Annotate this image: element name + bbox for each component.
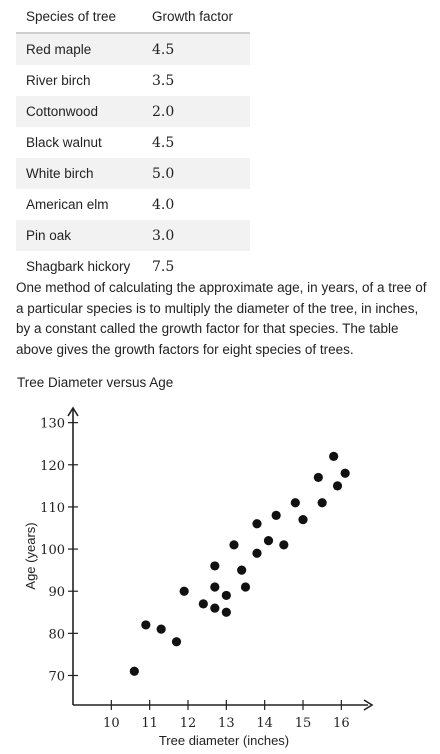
data-point [222, 608, 231, 617]
data-point [329, 452, 338, 461]
data-point [298, 515, 307, 524]
x-tick-label: 15 [294, 716, 312, 731]
data-point [272, 511, 281, 520]
growth-factor-cell: 4.0 [152, 196, 175, 213]
chart-title: Tree Diameter versus Age [17, 375, 174, 390]
y-tick-label: 90 [48, 585, 65, 601]
growth-factor-cell: 7.5 [152, 258, 175, 275]
data-point [341, 469, 350, 478]
growth-factor-cell: 3.5 [152, 72, 175, 89]
growth-factor-cell: 2.0 [152, 96, 250, 127]
data-point [141, 620, 150, 629]
header-species: Species of tree [16, 0, 152, 33]
data-point [157, 625, 166, 634]
growth-factor-cell: 5.0 [152, 158, 250, 189]
data-point [318, 498, 327, 507]
header-growth-factor: Growth factor [152, 0, 250, 33]
data-point [279, 540, 288, 549]
data-point [210, 582, 219, 591]
data-point [314, 473, 323, 482]
data-point [210, 603, 219, 612]
x-tick-label: 12 [179, 716, 197, 731]
y-tick-label: 130 [40, 416, 65, 432]
data-point [237, 566, 246, 575]
data-point [199, 599, 208, 608]
data-point [222, 591, 231, 600]
data-point [291, 498, 300, 507]
x-tick-label: 10 [103, 716, 120, 731]
data-point [241, 582, 250, 591]
y-tick-label: 100 [40, 543, 65, 559]
growth-factor-cell: 4.5 [152, 134, 175, 151]
data-point [130, 667, 139, 676]
y-tick-label: 120 [40, 458, 65, 474]
data-point [333, 481, 342, 490]
data-point [180, 587, 189, 596]
species-cell: Cottonwood [16, 96, 152, 127]
species-cell: River birch [26, 73, 91, 88]
species-cell: American elm [26, 197, 109, 212]
y-tick-label: 70 [48, 669, 65, 685]
data-point [229, 540, 238, 549]
x-tick-label: 11 [141, 716, 158, 731]
species-cell: Black walnut [26, 135, 102, 150]
data-point [264, 536, 273, 545]
species-cell: Pin oak [16, 220, 152, 251]
growth-factor-cell: 3.0 [152, 220, 250, 251]
x-tick-label: 16 [333, 716, 350, 731]
description-paragraph: One method of calculating the approximate age, in years, of a tree of a particular species is to multiply the diameter of the tree, in inches, by a constant called the growth factor for that species. The table above gives the growth factors for eight species of trees. [16, 280, 427, 357]
data-point [252, 519, 261, 528]
x-tick-label: 14 [256, 716, 273, 731]
y-axis-label: Age (years) [23, 522, 38, 590]
y-tick-label: 80 [48, 627, 65, 643]
species-cell: Red maple [16, 33, 152, 65]
species-cell: Shagbark hickory [26, 259, 131, 274]
x-axis-label: Tree diameter (inches) [158, 733, 290, 748]
data-point [210, 561, 219, 570]
data-point [252, 549, 261, 558]
data-point [172, 637, 181, 646]
species-cell: White birch [16, 158, 152, 189]
growth-factor-cell: 4.5 [152, 33, 250, 65]
y-tick-label: 110 [40, 500, 65, 516]
x-tick-label: 13 [218, 716, 235, 731]
